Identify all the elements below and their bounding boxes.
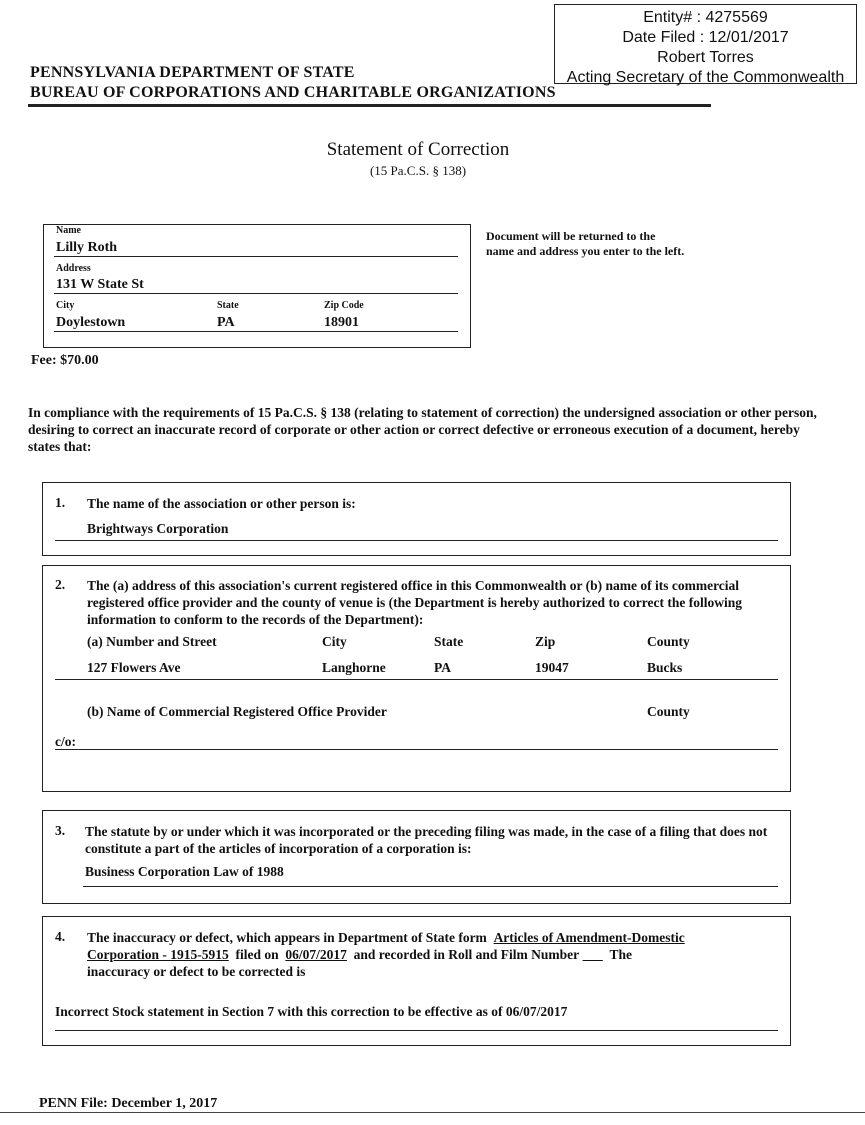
- county-value-s2: Bucks: [647, 660, 683, 675]
- footer-rule: [0, 1112, 865, 1113]
- section-4-underline: [55, 1030, 778, 1031]
- state-value-s2: PA: [434, 660, 451, 675]
- section-1-answer: Brightways Corporation: [87, 521, 229, 536]
- form-citation: (15 Pa.C.S. § 138): [369, 163, 467, 178]
- section-4-text-e: inaccuracy or defect to be corrected is: [87, 964, 306, 979]
- section-1-number: 1.: [55, 495, 66, 510]
- section-4-text-b: filed on: [235, 947, 279, 962]
- section-2-number: 2.: [55, 577, 66, 592]
- section-4-form-name-1: Articles of Amendment-Domestic: [493, 930, 685, 945]
- return-address-box: [43, 224, 471, 348]
- provider-label: (b) Name of Commercial Registered Office Provider: [87, 704, 387, 719]
- col-state-header: State: [434, 634, 464, 649]
- section-4-text: [87, 929, 782, 980]
- stamp-entity: Entity# : 4275569: [643, 9, 768, 26]
- section-3-number: 3.: [55, 823, 66, 838]
- header-department: PENNSYLVANIA DEPARTMENT OF STATE: [30, 64, 355, 81]
- section-4-text-a: The inaccuracy or defect, which appears in Department of State form: [87, 930, 487, 945]
- city-label: City: [56, 300, 75, 311]
- section-3: [42, 810, 791, 904]
- city-value: Doylestown: [56, 315, 126, 330]
- section-1: [42, 482, 791, 556]
- address-underline: [54, 293, 458, 294]
- section-1-underline: [55, 540, 778, 541]
- fee: Fee: $70.00: [31, 353, 99, 368]
- section-2-question: The (a) address of this association's current registered office in this Commonwealth or (b) name of its commercial registered office provider and the county of venue is (the Department is hereby authorized to correct the following information to conform to the records of the Department):: [87, 578, 743, 627]
- city-value-s2: Langhorne: [322, 660, 386, 675]
- col-city-header: City: [322, 634, 347, 649]
- address-label: Address: [56, 263, 91, 274]
- footer-penn-file: PENN File: December 1, 2017: [39, 1096, 218, 1111]
- return-note: Document will be returned to the name and address you enter to the left.: [486, 229, 685, 258]
- stamp-date-filed: Date Filed : 12/01/2017: [622, 29, 789, 46]
- section-4-text-c: and recorded in Roll and Film Number: [353, 947, 580, 962]
- zip-label: Zip Code: [324, 300, 364, 311]
- address-row-underline: [55, 679, 778, 680]
- section-4-answer: Incorrect Stock statement in Section 7 with this correction to be effective as of 06/07/2017: [55, 1004, 568, 1019]
- section-4-form-name-2: Corporation - 1915-5915: [87, 947, 229, 962]
- state-label: State: [217, 300, 239, 311]
- care-of-underline: [55, 749, 778, 750]
- city-underline: [54, 331, 458, 332]
- col-street-header: (a) Number and Street: [87, 634, 217, 649]
- state-value: PA: [217, 315, 235, 330]
- col-zip-header: Zip: [535, 634, 556, 649]
- stamp-secretary-title: Acting Secretary of the Commonwealth: [566, 69, 845, 86]
- name-label: Name: [56, 225, 81, 236]
- name-value: Lilly Roth: [56, 240, 118, 255]
- zip-value: 18901: [324, 315, 359, 330]
- filing-stamp: [554, 4, 857, 84]
- section-4-filed-on: 06/07/2017: [285, 947, 347, 962]
- intro-paragraph: In compliance with the requirements of 15 Pa.C.S. § 138 (relating to statement of correction) the undersigned association or other person, desiring to correct an inaccurate record of corporate or other action or correct defective or erroneous execution of a document, hereby states that:: [28, 405, 817, 454]
- care-of-label: c/o:: [55, 734, 76, 749]
- section-3-answer: Business Corporation Law of 1988: [85, 864, 284, 879]
- header-rule: [28, 104, 711, 107]
- zip-value-s2: 19047: [535, 660, 569, 675]
- form-title: Statement of Correction: [326, 139, 510, 160]
- stamp-secretary-name: Robert Torres: [657, 49, 754, 66]
- provider-county-label: County: [647, 704, 690, 719]
- address-value: 131 W State St: [56, 277, 144, 292]
- street-value: 127 Flowers Ave: [87, 660, 181, 675]
- name-underline: [54, 256, 458, 257]
- section-3-question: The statute by or under which it was incorporated or the preceding filing was made, in the case of a filing that does not constitute a part of the articles of incorporation of a corporation is:: [85, 824, 768, 856]
- section-4-text-d: The: [609, 947, 633, 962]
- roll-film-number-blank: [583, 947, 603, 962]
- section-3-underline: [83, 886, 778, 887]
- section-4: [42, 916, 791, 1046]
- header-bureau: BUREAU OF CORPORATIONS AND CHARITABLE ORGANIZATIONS: [30, 84, 556, 101]
- col-county-header: County: [647, 634, 690, 649]
- section-1-question: The name of the association or other person is:: [87, 496, 356, 511]
- section-2: [42, 565, 791, 792]
- section-4-number: 4.: [55, 929, 66, 944]
